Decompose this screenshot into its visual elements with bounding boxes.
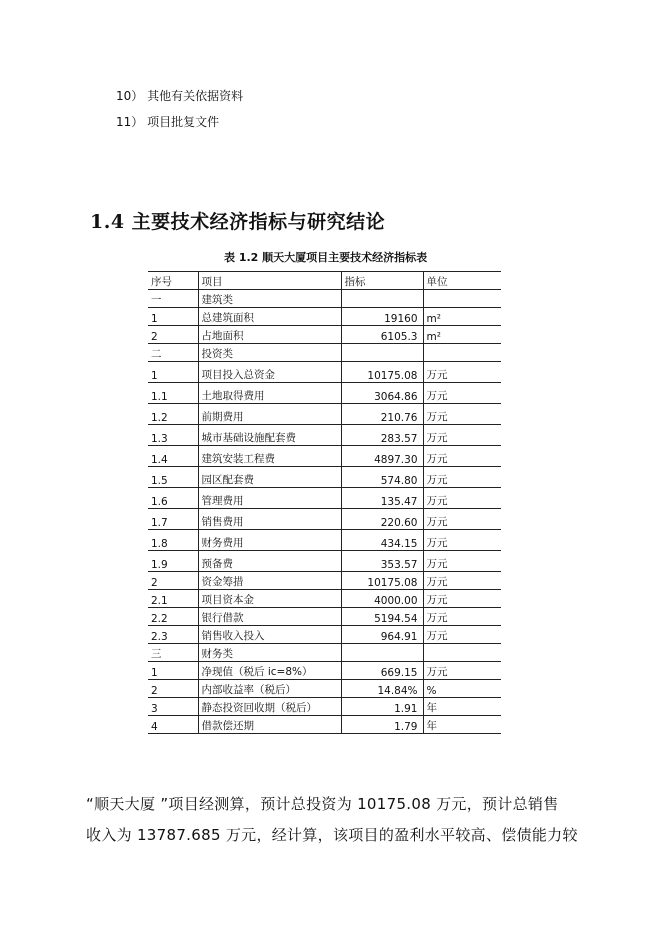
cell-unit: 万元	[423, 467, 501, 488]
cell-value: 3064.86	[341, 383, 423, 404]
cell-unit: 万元	[423, 662, 501, 680]
cell-no: 3	[148, 698, 198, 716]
cell-no: 2	[148, 680, 198, 698]
cell-value: 135.47	[341, 488, 423, 509]
table-row	[148, 425, 501, 446]
table-caption: 表 1.2 顺天大厦项目主要技术经济指标表	[224, 251, 428, 264]
cell-no: 二	[148, 344, 198, 362]
cell-item: 财务费用	[198, 530, 341, 551]
cell-unit: m²	[423, 326, 501, 344]
paragraph-line-1: “顺天大厦 ”项目经测算，预计总投资为 10175.08 万元，预计总销售	[86, 795, 559, 813]
cell-item: 静态投资回收期（税后）	[198, 698, 341, 716]
cell-item: 占地面积	[198, 326, 341, 344]
section-title: 1.4 主要技术经济指标与研究结论	[90, 211, 386, 233]
cell-no: 1	[148, 308, 198, 326]
cell-no: 一	[148, 290, 198, 308]
indicators-table	[148, 271, 501, 734]
table-row	[148, 344, 501, 362]
header-unit: 单位	[423, 272, 501, 290]
table-row	[148, 308, 501, 326]
cell-item: 建筑类	[198, 290, 341, 308]
cell-unit: 万元	[423, 488, 501, 509]
cell-item: 资金筹措	[198, 572, 341, 590]
cell-no: 1.5	[148, 467, 198, 488]
cell-item: 管理费用	[198, 488, 341, 509]
cell-value: 4897.30	[341, 446, 423, 467]
cell-value: 210.76	[341, 404, 423, 425]
cell-no: 1.3	[148, 425, 198, 446]
cell-unit: 万元	[423, 530, 501, 551]
cell-no: 4	[148, 716, 198, 734]
table-row	[148, 530, 501, 551]
table-row	[148, 626, 501, 644]
cell-value: 4000.00	[341, 590, 423, 608]
table-row	[148, 326, 501, 344]
table-header-row	[148, 272, 501, 290]
cell-unit: 万元	[423, 509, 501, 530]
cell-value: 14.84%	[341, 680, 423, 698]
cell-unit: 万元	[423, 608, 501, 626]
cell-value: 220.60	[341, 509, 423, 530]
cell-value: 1.91	[341, 698, 423, 716]
cell-no: 1.6	[148, 488, 198, 509]
cell-no: 2.2	[148, 608, 198, 626]
cell-unit: m²	[423, 308, 501, 326]
cell-no: 2	[148, 572, 198, 590]
cell-unit: 万元	[423, 362, 501, 383]
cell-unit: 万元	[423, 425, 501, 446]
table-row	[148, 680, 501, 698]
cell-value	[341, 344, 423, 362]
cell-no: 1.1	[148, 383, 198, 404]
cell-no: 1	[148, 662, 198, 680]
cell-item: 项目投入总资金	[198, 362, 341, 383]
cell-item: 城市基础设施配套费	[198, 425, 341, 446]
cell-value: 5194.54	[341, 608, 423, 626]
cell-item: 投资类	[198, 344, 341, 362]
cell-unit	[423, 644, 501, 662]
table-row	[148, 572, 501, 590]
cell-item: 园区配套费	[198, 467, 341, 488]
cell-unit: 万元	[423, 446, 501, 467]
table-row	[148, 383, 501, 404]
cell-no: 1	[148, 362, 198, 383]
cell-value: 1.79	[341, 716, 423, 734]
cell-no: 1.2	[148, 404, 198, 425]
cell-no: 1.7	[148, 509, 198, 530]
cell-unit	[423, 344, 501, 362]
cell-item: 建筑安装工程费	[198, 446, 341, 467]
cell-value: 434.15	[341, 530, 423, 551]
cell-value	[341, 290, 423, 308]
cell-value: 19160	[341, 308, 423, 326]
cell-value: 10175.08	[341, 362, 423, 383]
table-row	[148, 290, 501, 308]
table-row	[148, 662, 501, 680]
cell-unit: %	[423, 680, 501, 698]
cell-value: 6105.3	[341, 326, 423, 344]
cell-no: 1.8	[148, 530, 198, 551]
cell-value	[341, 644, 423, 662]
table-row	[148, 446, 501, 467]
cell-item: 预备费	[198, 551, 341, 572]
cell-unit: 万元	[423, 404, 501, 425]
cell-value: 669.15	[341, 662, 423, 680]
cell-unit: 万元	[423, 590, 501, 608]
cell-item: 销售费用	[198, 509, 341, 530]
cell-item: 总建筑面积	[198, 308, 341, 326]
table-row	[148, 590, 501, 608]
cell-unit: 万元	[423, 383, 501, 404]
table-row	[148, 551, 501, 572]
cell-no: 1.4	[148, 446, 198, 467]
cell-item: 财务类	[198, 644, 341, 662]
paragraph-line-2: 收入为 13787.685 万元，经计算，该项目的盈利水平较高、偿债能力较	[86, 826, 578, 844]
table-row	[148, 698, 501, 716]
cell-item: 前期费用	[198, 404, 341, 425]
cell-value: 283.57	[341, 425, 423, 446]
cell-item: 销售收入投入	[198, 626, 341, 644]
cell-item: 内部收益率（税后）	[198, 680, 341, 698]
cell-item: 银行借款	[198, 608, 341, 626]
cell-value: 10175.08	[341, 572, 423, 590]
table-row	[148, 716, 501, 734]
cell-item: 土地取得费用	[198, 383, 341, 404]
cell-no: 2	[148, 326, 198, 344]
table-row	[148, 467, 501, 488]
cell-unit: 万元	[423, 626, 501, 644]
table-row	[148, 509, 501, 530]
header-no: 序号	[148, 272, 198, 290]
header-value: 指标	[341, 272, 423, 290]
header-item: 项目	[198, 272, 341, 290]
cell-unit: 年	[423, 716, 501, 734]
cell-unit	[423, 290, 501, 308]
list-item-11: 11） 项目批复文件	[116, 115, 220, 129]
cell-item: 净现值（税后 ic=8%）	[198, 662, 341, 680]
table-row	[148, 362, 501, 383]
cell-value: 353.57	[341, 551, 423, 572]
cell-item: 项目资本金	[198, 590, 341, 608]
table-row	[148, 404, 501, 425]
cell-no: 三	[148, 644, 198, 662]
cell-unit: 万元	[423, 551, 501, 572]
table-row	[148, 608, 501, 626]
cell-unit: 年	[423, 698, 501, 716]
cell-unit: 万元	[423, 572, 501, 590]
cell-item: 借款偿还期	[198, 716, 341, 734]
table-row	[148, 488, 501, 509]
cell-value: 574.80	[341, 467, 423, 488]
cell-no: 1.9	[148, 551, 198, 572]
cell-value: 964.91	[341, 626, 423, 644]
list-item-10: 10） 其他有关依据资料	[116, 89, 244, 103]
cell-no: 2.3	[148, 626, 198, 644]
cell-no: 2.1	[148, 590, 198, 608]
table-row	[148, 644, 501, 662]
